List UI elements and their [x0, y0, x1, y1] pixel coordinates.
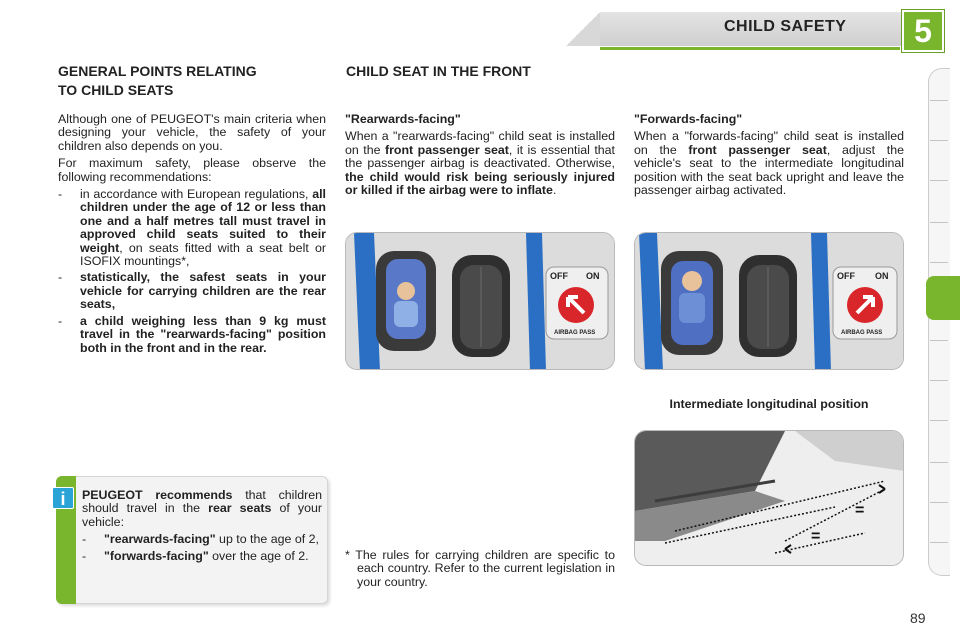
recommendation-item-3: - a child weighing less than 9 kg must travel in the "rearwards-facing" position both in the front and in the rear. [58, 313, 326, 355]
svg-text:=: = [811, 528, 821, 545]
rec-item-1: - "rearwards-facing" up to the age of 2, [82, 532, 319, 547]
item2-bold: statistically, the safest seats in your vehicle for carrying children are the rear seats, [80, 270, 326, 312]
rec-text1: that children should travel in the [82, 488, 322, 516]
page-title: CHILD SAFETY [724, 18, 847, 35]
general-para1: Although one of PEUGEOT's main criteria when designing your vehicle, the safety of your children also depends on you. [58, 112, 326, 153]
header-divider [600, 47, 900, 50]
general-body [58, 113, 326, 358]
rearwards-seat-illustration [345, 232, 615, 370]
seat-rail-drawing [635, 431, 904, 566]
item3-bold: a child weighing less than 9 kg must travel in the "rearwards-facing" position both in the front and in the rear. [80, 313, 326, 355]
front-section-title: CHILD SEAT IN THE FRONT [346, 63, 531, 79]
rear-bold1: front passenger seat [384, 142, 509, 157]
general-section-title [58, 62, 328, 100]
rear-bold2: the child would risk being seriously injured or killed if the airbag were to inflate [345, 169, 615, 198]
chapter-tab[interactable] [930, 140, 948, 141]
rearwards-seat-drawing [346, 233, 615, 370]
recommendation-item-2: - statistically, the safest seats in your vehicle for carrying children are the rear seats, [58, 270, 326, 312]
general-title-line1: GENERAL POINTS RELATING [58, 63, 257, 79]
chapter-tab[interactable] [930, 222, 948, 223]
rec-item1-text: up to the age of 2, [215, 532, 319, 547]
rearwards-block [345, 113, 615, 201]
page-number: 89 [910, 610, 926, 626]
switch-airbag-label: AIRBAG PASS [841, 330, 883, 336]
chapter-tab[interactable] [930, 542, 948, 543]
chapter-tab[interactable] [930, 180, 948, 181]
general-title-line2: TO CHILD SEATS [58, 82, 174, 98]
chapter-tab-active[interactable] [926, 276, 960, 320]
fwd-bold1: front passenger seat [688, 142, 827, 157]
chapter-tab-strip [928, 68, 950, 576]
info-icon: i [52, 487, 74, 509]
chapter-tab[interactable] [930, 380, 948, 381]
rec-item-2: - "forwards-facing" over the age of 2. [82, 548, 309, 563]
general-para2: For maximum safety, please observe the following recommendations: [58, 156, 326, 184]
rec-item1-bold: "rearwards-facing" [104, 532, 216, 547]
chapter-tab[interactable] [930, 262, 948, 263]
rec-bold-rear: rear seats [208, 501, 272, 516]
rec-item2-bold: "forwards-facing" [104, 548, 209, 563]
item1-text: in accordance with European regulations, [80, 187, 313, 202]
recommendation-text [82, 489, 322, 566]
footnote: * The rules for carrying children are specific to each country. Refer to the current legislation in your country. [345, 548, 615, 589]
seat-position-illustration [634, 430, 904, 566]
chapter-number-badge: 5 [902, 10, 944, 52]
rearwards-title: "Rearwards-facing" [345, 112, 461, 126]
rec-text2: of your vehicle: [82, 501, 323, 529]
forwards-title: "Forwards-facing" [634, 112, 743, 126]
forwards-block [634, 113, 904, 201]
forwards-seat-illustration [634, 232, 904, 370]
svg-text:=: = [855, 502, 865, 519]
chapter-tab[interactable] [930, 462, 948, 463]
rec-item2-text: over the age of 2. [208, 548, 309, 563]
chapter-tab[interactable] [930, 100, 948, 101]
switch-on-label: ON [586, 271, 600, 281]
switch-off-label: OFF [837, 271, 855, 281]
rec-bold-lead: PEUGEOT recommends [82, 488, 233, 502]
rear-text2: , it is essential that the passenger airbag is deactivated. Otherwise, [345, 142, 615, 171]
switch-off-label: OFF [550, 271, 568, 281]
item1-post: , on seats fitted with a seat belt or ISOFIX mountings*, [80, 240, 326, 269]
fwd-text2: , adjust the vehicle's seat to the intermediate longitudinal position with the seat back upright and leave the passenger airbag activated. [634, 142, 904, 198]
switch-on-label: ON [875, 271, 889, 281]
rear-text1: When a "rearwards-facing" child seat is installed on the [345, 129, 615, 157]
switch-airbag-label: AIRBAG PASS [554, 330, 596, 336]
fwd-text1: When a "forwards-facing" child seat is installed on the [634, 129, 904, 157]
chapter-tab[interactable] [930, 420, 948, 421]
item1-bold: all children under the age of 12 or less than one and a half metres tall must travel in approved child seats suited to their weight [80, 187, 326, 255]
forwards-seat-drawing [635, 233, 904, 370]
intermediate-position-caption: Intermediate longitudinal position [669, 397, 869, 411]
chapter-tab[interactable] [930, 340, 948, 341]
recommendation-item-1: - in accordance with European regulations, all children under the age of 12 or less than one and a half metres tall must travel in approved child seats suited to their weight, on seats fitted with a seat belt or ISOFIX mountings*, [58, 187, 326, 269]
rear-text3: . [552, 183, 557, 198]
chapter-tab[interactable] [930, 502, 948, 503]
